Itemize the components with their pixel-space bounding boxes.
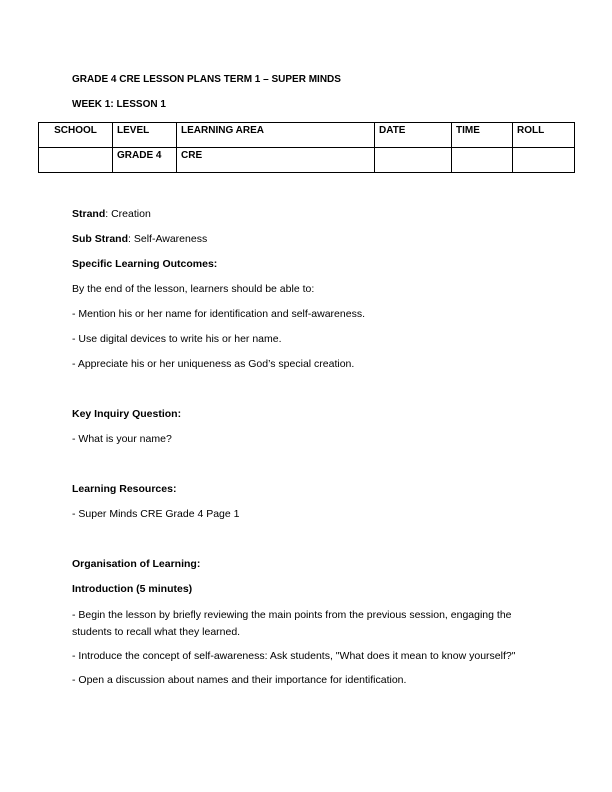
header-time: TIME: [452, 123, 513, 148]
outcomes-heading: Specific Learning Outcomes:: [72, 258, 218, 270]
table-header-row: [39, 123, 575, 148]
resources-heading: Learning Resources:: [72, 483, 177, 495]
cell-roll: [513, 148, 575, 173]
header-learning-area: LEARNING AREA: [177, 123, 375, 148]
sub-strand-value: : Self-Awareness: [128, 233, 208, 245]
strand-value: : Creation: [105, 208, 151, 220]
cell-time: [452, 148, 513, 173]
outcome-item: - Appreciate his or her uniqueness as God’s special creation.: [72, 358, 355, 370]
cell-level: GRADE 4: [113, 148, 177, 173]
header-date: DATE: [375, 123, 452, 148]
header-school: SCHOOL: [39, 123, 113, 148]
introduction-heading: Introduction (5 minutes): [72, 583, 193, 595]
resources-item: - Super Minds CRE Grade 4 Page 1: [72, 508, 240, 520]
organisation-item: - Introduce the concept of self-awareness: Ask students, "What does it mean to know yourself?": [72, 650, 516, 662]
header-level: LEVEL: [113, 123, 177, 148]
inquiry-item: - What is your name?: [72, 433, 172, 445]
cell-school: [39, 148, 113, 173]
strand-line: [72, 208, 151, 221]
lesson-info-table: [38, 122, 575, 173]
sub-strand-line: [72, 233, 207, 246]
document-title: GRADE 4 CRE LESSON PLANS TERM 1 – SUPER MINDS: [72, 74, 341, 85]
sub-strand-label: Sub Strand: [72, 233, 129, 245]
outcome-item: - Mention his or her name for identification and self-awareness.: [72, 308, 365, 320]
table-row: [39, 148, 575, 173]
header-roll: ROLL: [513, 123, 575, 148]
week-lesson-label: WEEK 1: LESSON 1: [72, 99, 166, 110]
strand-label: Strand: [72, 208, 106, 220]
cell-learning-area: CRE: [177, 148, 375, 173]
outcome-item: - Use digital devices to write his or her name.: [72, 333, 282, 345]
organisation-item: - Open a discussion about names and their importance for identification.: [72, 674, 407, 686]
cell-date: [375, 148, 452, 173]
organisation-item: - Begin the lesson by briefly reviewing the main points from the previous session, engaging the students to recall what they learned.: [72, 609, 512, 638]
outcomes-intro: By the end of the lesson, learners should be able to:: [72, 283, 315, 295]
organisation-heading: Organisation of Learning:: [72, 558, 201, 570]
inquiry-heading: Key Inquiry Question:: [72, 408, 182, 420]
